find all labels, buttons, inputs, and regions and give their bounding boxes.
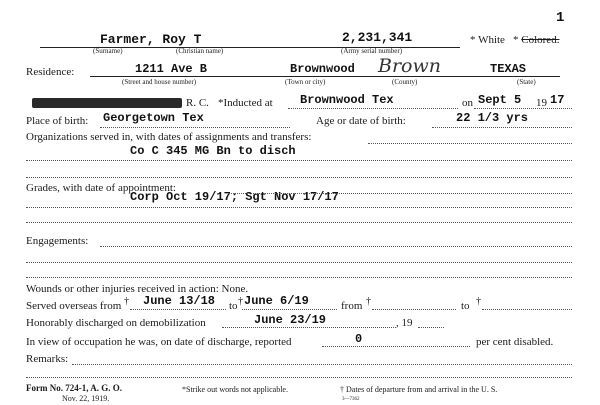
street-caption: (Street and house number) bbox=[122, 78, 197, 86]
race-colored-text: Colored. bbox=[521, 34, 560, 46]
dagger-2: † bbox=[238, 296, 243, 307]
state-value: TEXAS bbox=[490, 62, 527, 76]
town-caption: (Town or city) bbox=[285, 78, 326, 86]
engagements-line-2 bbox=[26, 262, 572, 263]
disability-label: In view of occupation he was, on date of discharge, reported bbox=[26, 336, 292, 348]
overseas-from-line bbox=[130, 309, 226, 310]
inducted-date-value: Sept 5 bbox=[478, 93, 522, 107]
overseas-to-date: June 6/19 bbox=[244, 294, 309, 308]
age-line bbox=[432, 127, 572, 128]
inducted-place-value: Brownwood Tex bbox=[300, 93, 394, 107]
organizations-line-2 bbox=[26, 160, 572, 161]
grades-label: Grades, with date of appointment: bbox=[26, 182, 176, 194]
grades-value: Corp Oct 19/17; Sgt Nov 17/17 bbox=[130, 190, 339, 204]
strike-note: *Strike out words not applicable. bbox=[182, 385, 288, 394]
inducted-label: *Inducted at bbox=[218, 97, 273, 109]
rc-text: R. C. bbox=[186, 97, 209, 109]
inducted-date-line bbox=[474, 108, 572, 109]
year-prefix: 19 bbox=[536, 97, 547, 109]
county-value-handwritten: Brown bbox=[378, 55, 441, 77]
engagements-label: Engagements: bbox=[26, 235, 89, 247]
serial-caption: (Army serial number) bbox=[341, 47, 403, 55]
race-colored-label bbox=[513, 34, 559, 46]
form-number: Form No. 724-1, A. G. O. bbox=[26, 383, 122, 393]
organizations-line-1 bbox=[368, 143, 572, 144]
serial-number-value: 2,231,341 bbox=[342, 30, 413, 45]
dagger-3: † bbox=[366, 296, 371, 307]
card-number: 1 bbox=[556, 10, 565, 26]
birth-place-value: Georgetown Tex bbox=[103, 111, 204, 125]
street-value: 1211 Ave B bbox=[135, 62, 208, 76]
race-white-text: White bbox=[478, 34, 505, 46]
engagements-line-3 bbox=[26, 277, 572, 278]
overseas-label: Served overseas from bbox=[26, 300, 122, 312]
town-value: Brownwood bbox=[290, 62, 355, 76]
wounds-label-text: Wounds or other injuries received in action: bbox=[26, 283, 219, 295]
redaction-bar bbox=[32, 98, 182, 108]
grades-line-1 bbox=[228, 193, 572, 194]
discharge-line bbox=[222, 327, 396, 328]
christian-name-caption: (Christian name) bbox=[176, 47, 224, 55]
dagger-4: † bbox=[476, 296, 481, 307]
age-value: 22 1/3 yrs bbox=[456, 111, 529, 125]
overseas-from2-line bbox=[372, 309, 456, 310]
overseas-to2-label: to bbox=[461, 300, 470, 312]
age-label: Age or date of birth: bbox=[316, 115, 406, 127]
print-code: 3—7362 bbox=[342, 397, 360, 402]
discharge-date: June 23/19 bbox=[254, 313, 327, 327]
overseas-from-date: June 13/18 bbox=[143, 294, 216, 308]
engagements-line-1 bbox=[100, 246, 572, 247]
state-caption: (State) bbox=[517, 78, 536, 86]
organizations-value: Co C 345 MG Bn to disch bbox=[130, 144, 296, 158]
remarks-line-1 bbox=[72, 364, 572, 365]
birth-place-label: Place of birth: bbox=[26, 115, 89, 127]
residence-label: Residence: bbox=[26, 66, 75, 78]
overseas-to2-line bbox=[482, 309, 572, 310]
asterisk: * bbox=[513, 34, 519, 46]
disability-value: 0 bbox=[355, 332, 363, 346]
disability-suffix: per cent disabled. bbox=[476, 336, 554, 348]
surname-caption: (Surname) bbox=[93, 47, 123, 55]
discharge-year-line bbox=[418, 327, 444, 328]
surname-value: Farmer, Roy T bbox=[100, 32, 202, 47]
grades-line-3 bbox=[26, 222, 572, 223]
form-date: Nov. 22, 1919. bbox=[62, 394, 110, 403]
on-label: on bbox=[462, 97, 473, 109]
remarks-line-2 bbox=[26, 377, 572, 378]
discharge-label: Honorably discharged on demobilization bbox=[26, 317, 206, 329]
race-white-label bbox=[470, 34, 505, 46]
remarks-label: Remarks: bbox=[26, 353, 69, 365]
birth-place-line bbox=[100, 127, 290, 128]
residence-line bbox=[90, 76, 560, 77]
organizations-line-3 bbox=[26, 177, 572, 178]
grades-line-2 bbox=[26, 207, 572, 208]
inducted-place-line bbox=[288, 108, 458, 109]
year-suffix: 17 bbox=[550, 93, 565, 107]
overseas-from2-label: from bbox=[341, 300, 363, 312]
organizations-label: Organizations served in, with dates of assignments and transfers: bbox=[26, 131, 312, 143]
wounds-value: None. bbox=[221, 283, 249, 295]
dates-note: † Dates of departure from and arrival in the U. S. bbox=[340, 385, 498, 394]
discharge-year: , 19 bbox=[396, 317, 413, 329]
overseas-to-line bbox=[242, 309, 337, 310]
dagger-1: † bbox=[124, 296, 129, 307]
asterisk: * bbox=[470, 34, 476, 46]
disability-line bbox=[322, 346, 470, 347]
county-caption: (County) bbox=[392, 78, 418, 86]
overseas-to-label: to bbox=[229, 300, 238, 312]
